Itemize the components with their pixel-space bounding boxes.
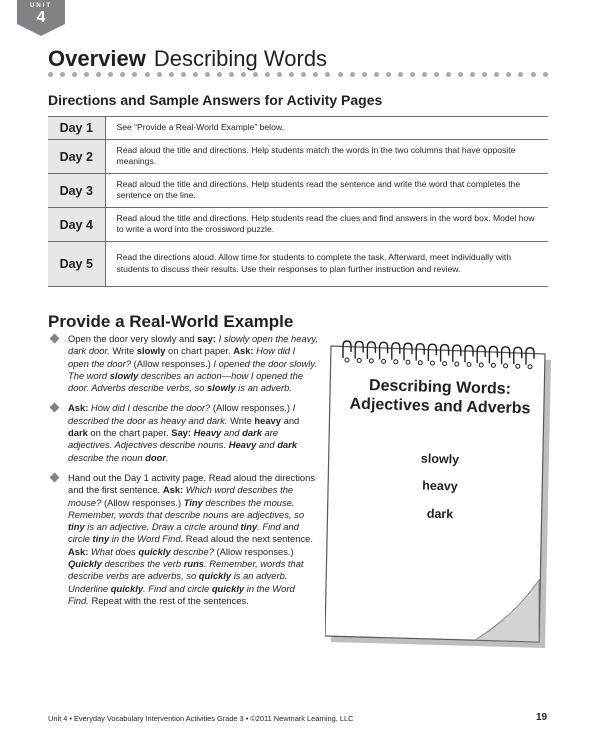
table-row [48,117,548,140]
text-run: I described the door as heavy and dark. [68,402,296,426]
divider-dot [410,72,415,77]
ring-hole [394,360,398,364]
text-run: are adjectives. Adjectives describe nouns. [68,427,279,451]
text-run: Hand out the Day 1 activity page. Read aloud the directions and the first sentence. [68,471,316,496]
ring-hole [357,358,361,362]
divider-dot [72,72,77,77]
ring-hole [491,363,495,367]
text-run: door [145,451,166,463]
divider-dot [193,72,198,77]
text-run: describes the mouse. Remember, words that describe nouns are adjectives, so [68,496,305,520]
page-number: 19 [536,712,548,723]
day-description: Read aloud the title and directions. Help students read the clues and find answers in the word box. Model how to write a word into the crossword puzzle. [105,208,548,242]
table-row [48,242,548,287]
notepad-word: slowly [420,451,460,467]
text-run: slowly [206,382,236,394]
divider-dot [482,72,487,77]
list-item [48,472,318,607]
unit-label: UNIT [30,3,52,9]
ring-hole [430,361,434,365]
day-description: Read aloud the title and directions. Help students read the sentence and write the word that completes the sentence on the line. [105,174,548,208]
text-run: Ask: [68,402,89,414]
divider-dot [434,72,439,77]
text-run: Say: [171,427,192,439]
day-label: Day 2 [48,140,105,174]
text-run: quickly [211,582,245,594]
text-run: . [165,451,169,463]
unit-number: 4 [36,9,46,26]
table-row [48,140,548,174]
divider-dot [398,72,403,77]
ring-hole [345,358,349,362]
divider-dot [241,72,246,77]
text-run: say: [197,333,217,344]
divider-dot [120,72,125,77]
notepad-title-line1: Describing Words: [368,377,512,398]
text-run: I slowly open the heavy, dark door. [68,333,318,357]
text-run: Write [109,345,137,357]
text-run: How did I describe the door? [88,402,211,414]
day-table [48,116,548,287]
table-row [48,208,548,242]
notepad-word: heavy [422,478,458,494]
notepad-word: dark [426,506,454,522]
list-item [48,402,318,463]
text-run: Ask: [68,545,89,557]
unit-tab [17,0,65,36]
divider-dot [422,72,427,77]
day-description: See “Provide a Real-World Example” below. [105,117,548,140]
text-run: Repeat with the rest of the sentences. [88,594,249,606]
divider-dot [289,72,294,77]
text-run: in the Word Find. [109,533,184,545]
text-run: dark [68,427,88,439]
real-world-heading: Provide a Real-World Example [48,312,294,331]
text-run: . Remember, words that describe verbs are adverbs, so [68,558,304,582]
text-run: dark [277,439,297,451]
text-run: describes the verb [101,558,184,570]
page-title-light: Describing Words [153,46,328,71]
day-description: Read the directions aloud. Allow time for students to complete the task. Afterward, meet individually with students to discuss their results. Use their responses to plan further instruction and review. [105,242,548,287]
text-run: Read aloud the next sentence. [183,533,313,545]
divider-dot [531,72,536,77]
divider-dot [350,72,355,77]
divider-dot [277,72,282,77]
page-title [48,46,327,72]
text-run: on the chart paper. [87,427,172,439]
text-run: is an adverb. [235,382,292,394]
divider-dot [458,72,463,77]
spiral-notepad [325,330,555,660]
text-run: Write [227,414,255,426]
diamond-bullet-icon [50,334,60,344]
text-run: describe? [170,545,214,557]
divider-dot [181,72,186,77]
text-run: Quickly [68,558,102,570]
ring-hole [528,365,532,369]
text-run: tiny [92,533,110,545]
text-run: What does [88,545,139,557]
divider-dot [48,72,53,77]
text-run: Ask: [233,345,254,357]
divider-dot [96,72,101,77]
divider-dot [338,72,343,77]
diamond-bullet-icon [50,473,60,483]
directions-heading: Directions and Sample Answers for Activity Pages [48,92,383,108]
text-run: (Allow responses.) [131,357,214,369]
text-run: Which word describes the mouse? [68,484,294,508]
divider-dot [325,72,330,77]
text-run: runs [183,558,205,570]
ring-hole [406,360,410,364]
divider-dot [518,72,523,77]
text-run: (Allow responses.) [101,496,184,508]
list-item-text [68,472,318,607]
list-item-text [68,333,318,394]
text-run: (Allow responses.) [213,545,294,557]
text-run: How did I open the door? [68,345,296,369]
page-title-bold: Overview [48,46,146,71]
list-item [48,333,318,394]
text-run: in the Word Find. [68,582,295,606]
ring-hole [443,362,447,366]
divider-dot [446,72,451,77]
divider-dot [108,72,113,77]
text-run: is an adjective. Draw a circle around [84,521,241,533]
ring-hole [516,364,520,368]
instruction-list [48,333,318,615]
text-run: quickly [198,570,232,582]
ring-hole [369,359,373,363]
text-run: describe the noun [68,451,146,463]
text-run: slowly [136,345,166,357]
text-run: . Find and circle [68,521,299,545]
ring-hole [479,363,483,367]
divider-dot [543,72,548,77]
notepad-title-line2: Adjectives and Adverbs [349,395,531,418]
text-run: and [221,427,243,439]
text-run: quickly [138,545,171,557]
text-run: dark [242,427,262,439]
divider-dot [506,72,511,77]
divider-dot [301,72,306,77]
page-footer: Unit 4 • Everyday Vocabulary Intervention Activities Grade 3 • ©2011 Newmark Learning, LLC [48,714,354,723]
ring-hole [504,364,508,368]
divider-dot [374,72,379,77]
ring-hole [455,362,459,366]
text-run: and [281,414,300,426]
text-run: Open the door very slowly and [68,333,198,344]
text-run: is an adverb. Underline [68,570,288,594]
divider-dot [145,72,150,77]
day-description: Read aloud the title and directions. Help students match the words in the two columns that have opposite meanings. [105,140,548,174]
divider-dot [169,72,174,77]
divider-dot [313,72,318,77]
text-run: slowly [109,369,139,381]
text-run: quickly [110,582,144,594]
day-label: Day 4 [48,208,105,242]
ring-hole [382,359,386,363]
divider-dot [205,72,210,77]
ring-hole [467,363,471,367]
text-run: Heavy [228,439,257,451]
table-row [48,174,548,208]
text-run: and [256,439,278,451]
divider-dot [386,72,391,77]
ring-hole [418,361,422,365]
day-label: Day 3 [48,174,105,208]
divider-dot [229,72,234,77]
text-run: Ask: [162,484,184,496]
divider-dot [157,72,162,77]
text-run: Heavy [193,427,222,439]
list-item-text [68,402,318,463]
text-run: I opened the door slowly. The word [68,357,317,381]
divider-dot [362,72,367,77]
text-run: . Find and circle [143,582,212,594]
divider-dot [494,72,499,77]
divider-dot [265,72,270,77]
day-label: Day 5 [48,242,105,287]
day-label: Day 1 [48,117,105,140]
text-run: heavy [254,414,281,426]
divider-dot [132,72,137,77]
text-run: on chart paper. [165,345,234,357]
divider-dot [470,72,475,77]
text-run: tiny [68,521,85,533]
diamond-bullet-icon [50,403,60,413]
divider-dot [84,72,89,77]
text-run: (Allow responses.) [210,402,293,414]
text-run: tiny [240,521,258,533]
dotted-divider [48,72,548,78]
divider-dot [253,72,258,77]
divider-dot [60,72,65,77]
text-run: Tiny [183,496,203,508]
text-run: describes an action—how I opened the door. Adverbs describe verbs, so [68,369,304,394]
divider-dot [217,72,222,77]
